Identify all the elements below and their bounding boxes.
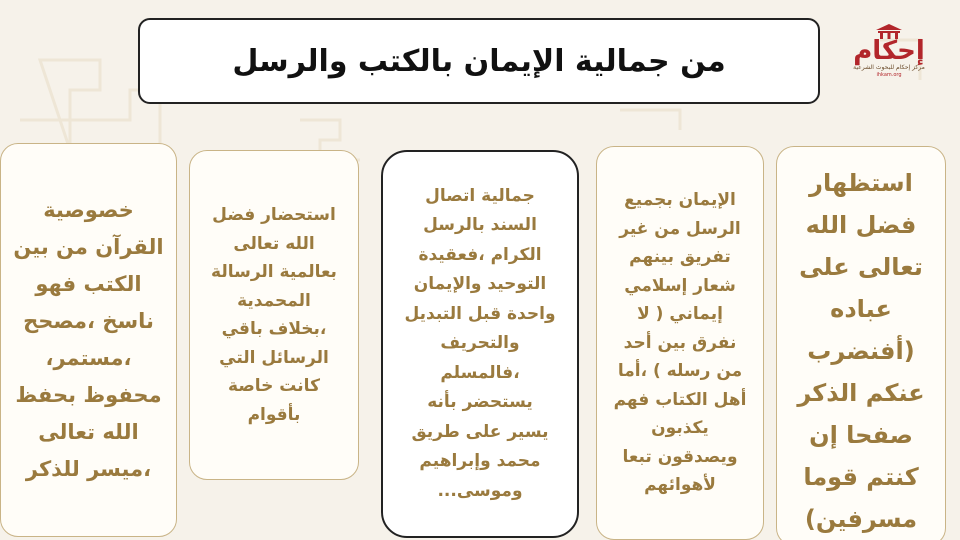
card-text: استحضار فضل الله تعالى بعالمية الرسالة المحمدية ،بخلاف باقي الرسائل التي كانت خاصة بأقوام xyxy=(211,205,337,425)
logo-url: ihkam.org xyxy=(876,72,902,78)
card-chain-of-messengers xyxy=(381,150,579,538)
card-text: جمالية اتصال السند بالرسل الكرام ،فعقيدة التوحيد والإيمان واحدة قبل التبديل والتحريف ،فالمسلم يستحضر بأنه يسير على طريق محمد وإبراهيم وموسى... xyxy=(404,185,556,501)
logo-word: إحكام xyxy=(853,36,925,66)
card-text: استظهار فضل الله تعالى على عباده (أفنضرب عنكم الذكر صفحا إن كنتم قوما مسرفين) xyxy=(797,169,925,533)
title-box xyxy=(138,18,820,104)
card-gratitude xyxy=(776,146,946,540)
card-quran-uniqueness xyxy=(0,143,177,537)
page-title: من جمالية الإيمان بالكتب والرسل xyxy=(232,43,726,79)
logo xyxy=(846,24,932,96)
card-all-messengers xyxy=(596,146,764,540)
logo-subtitle: مركز إحكام للبحوث الشرعية xyxy=(853,64,925,71)
card-text: الإيمان بجميع الرسل من غير تفريق بينهم شعار إسلامي إيماني ( لا نفرق بين أحد من رسله ) ،أما أهل الكتاب فهم يكذبون ويصدقون تبعا لأهوائهم xyxy=(613,190,747,496)
card-text: خصوصية القرآن من بين الكتب فهو ناسخ ،مصحح ،مستمر، محفوظ بحفظ الله تعالى ،ميسر للذكر xyxy=(13,198,164,481)
card-universal-message xyxy=(189,150,359,480)
